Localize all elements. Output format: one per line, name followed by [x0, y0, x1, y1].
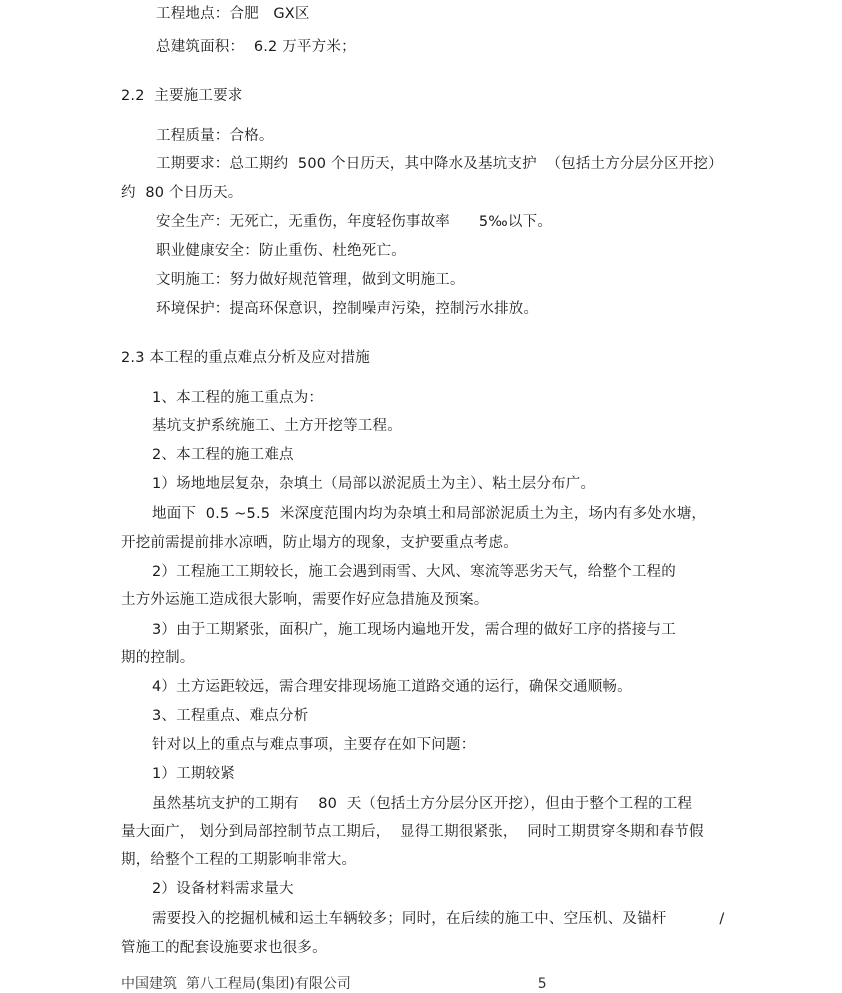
- safety-requirement: 安全生产：无死亡，无重伤，年度轻伤事故率 5‰以下。: [156, 214, 553, 230]
- quality-requirement: 工程质量：合格。: [156, 128, 274, 144]
- paragraph-line: 土方外运施工造成很大影响，需要作好应急措施及预案。: [121, 592, 489, 608]
- paragraph-line: 期的控制。: [121, 650, 195, 666]
- paragraph-line: 地面下 0.5 ~5.5 米深度范围内均为杂填土和局部淤泥质土为主，场内有多处水塘，: [152, 506, 707, 522]
- schedule-requirement-cont: 约 80 个日历天。: [121, 185, 243, 201]
- paragraph-line: 开挖前需提前排水凉晒，防止塌方的现象，支护要重点考虑。: [121, 535, 518, 551]
- total-floor-area: 总建筑面积： 6.2 万平方米；: [156, 39, 356, 55]
- paragraph-line: 1、本工程的施工重点为：: [152, 390, 324, 406]
- paragraph-line: 2、本工程的施工难点: [152, 447, 294, 463]
- paragraph-line: 虽然基坑支护的工期有 80 天（包括土方分层分区开挖），但由于整个工程的工程: [152, 796, 693, 812]
- paragraph-line: 基坑支护系统施工、土方开挖等工程。: [152, 418, 402, 434]
- paragraph-line: 3、工程重点、难点分析: [152, 708, 309, 724]
- paragraph-line: 期，给整个工程的工期影响非常大。: [121, 852, 357, 868]
- paragraph-line: 管施工的配套设施要求也很多。: [121, 940, 327, 956]
- paragraph-line: 量大面广， 划分到局部控制节点工期后， 显得工期很紧张， 同时工期贯穿冬期和春节假: [121, 824, 704, 840]
- civilized-construction: 文明施工：努力做好规范管理，做到文明施工。: [156, 272, 465, 288]
- section-heading-2-3: 2.3 本工程的重点难点分析及应对措施: [121, 350, 370, 366]
- paragraph-line: 3）由于工期紧张，面积广，施工现场内遍地开发，需合理的做好工序的搭接与工: [152, 622, 676, 638]
- environment-protection: 环境保护：提高环保意识，控制噪声污染，控制污水排放。: [156, 301, 539, 317]
- schedule-requirement: 工期要求：总工期约 500 个日历天，其中降水及基坑支护 （包括土方分层分区开挖）: [156, 156, 723, 172]
- paragraph-line: 需要投入的挖掘机械和运土车辆较多；同时，在后续的施工中、空压机、及锚杆 /: [152, 911, 725, 927]
- paragraph-line: 4）土方运距较远，需合理安排现场施工道路交通的运行，确保交通顺畅。: [152, 679, 632, 695]
- health-safety-requirement: 职业健康安全：防止重伤、杜绝死亡。: [156, 243, 406, 259]
- paragraph-line: 1）工期较紧: [152, 766, 235, 782]
- page-footer: 中国建筑 第八工程局(集团)有限公司 5: [121, 976, 547, 992]
- paragraph-line: 针对以上的重点与难点事项，主要存在如下问题：: [152, 737, 476, 753]
- paragraph-line: 2）设备材料需求量大: [152, 881, 294, 897]
- section-heading-2-2: 2.2 主要施工要求: [121, 88, 243, 104]
- paragraph-line: 2）工程施工工期较长，施工会遇到雨雪、大风、寒流等恶劣天气，给整个工程的: [152, 564, 676, 580]
- project-location: 工程地点：合肥 GX区: [156, 6, 310, 22]
- paragraph-line: 1）场地地层复杂，杂填土（局部以淤泥质土为主）、粘土层分布广。: [152, 476, 596, 492]
